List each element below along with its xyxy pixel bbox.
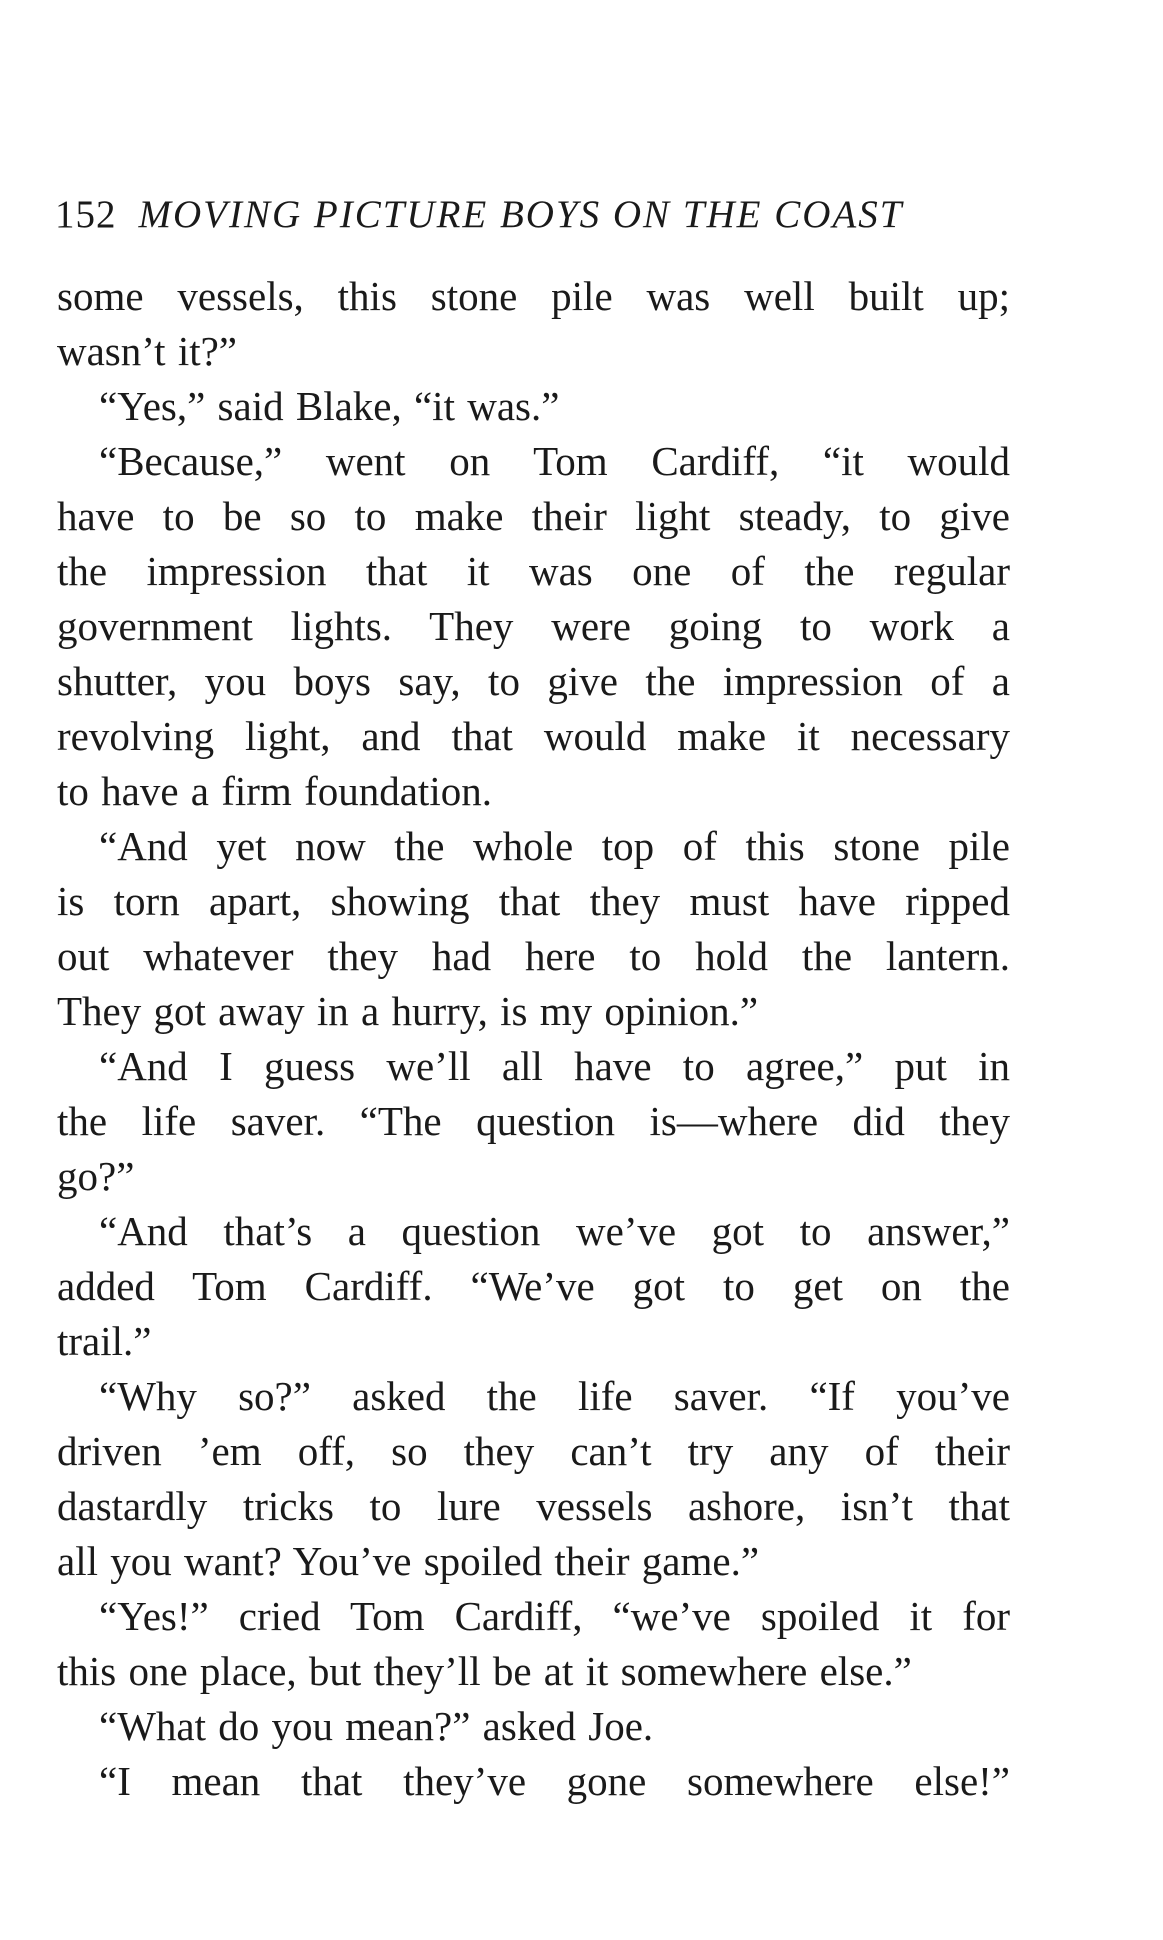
body-text [57,269,1010,1809]
text-line: out whatever they had here to hold the lantern. [57,933,1010,979]
page-number: 152 [55,193,117,236]
running-title: MOVING PICTURE BOYS ON THE COAST [138,193,904,236]
text-line: “Because,” went on Tom Cardiff, “it would [99,438,1010,484]
text-line: driven ’em off, so they can’t try any of their [57,1428,1010,1474]
text-line: shutter, you boys say, to give the impression of a [57,658,1010,704]
text-line: trail.” [57,1318,152,1364]
text-line: added Tom Cardiff. “We’ve got to get on the [57,1263,1010,1309]
text-line: “Yes,” said Blake, “it was.” [99,383,560,429]
text-line: this one place, but they’ll be at it somewhere else.” [57,1648,912,1694]
text-line: wasn’t it?” [57,328,237,374]
text-line: They got away in a hurry, is my opinion.” [57,988,759,1034]
text-line: “I mean that they’ve gone somewhere else!” [99,1758,1010,1804]
text-line: “And yet now the whole top of this stone pile [99,823,1010,869]
text-line: “Yes!” cried Tom Cardiff, “we’ve spoiled it for [99,1593,1010,1639]
text-line: dastardly tricks to lure vessels ashore, isn’t that [57,1483,1010,1529]
text-line: the impression that it was one of the regular [57,548,1010,594]
text-line: all you want? You’ve spoiled their game.” [57,1538,760,1584]
text-line: have to be so to make their light steady, to give [57,493,1010,539]
text-line: some vessels, this stone pile was well built up; [57,273,1010,319]
text-line: the life saver. “The question is—where did they [57,1098,1010,1144]
text-line: “Why so?” asked the life saver. “If you’ve [99,1373,1010,1419]
text-line: revolving light, and that would make it necessary [57,713,1010,759]
text-line: “And that’s a question we’ve got to answer,” [99,1208,1010,1254]
text-line: to have a firm foundation. [57,768,492,814]
running-header [55,190,1015,240]
text-line: government lights. They were going to work a [57,603,1010,649]
text-line: is torn apart, showing that they must have ripped [57,878,1010,924]
text-line: “What do you mean?” asked Joe. [99,1703,654,1749]
text-line: go?” [57,1153,135,1199]
text-line: “And I guess we’ll all have to agree,” put in [99,1043,1010,1089]
